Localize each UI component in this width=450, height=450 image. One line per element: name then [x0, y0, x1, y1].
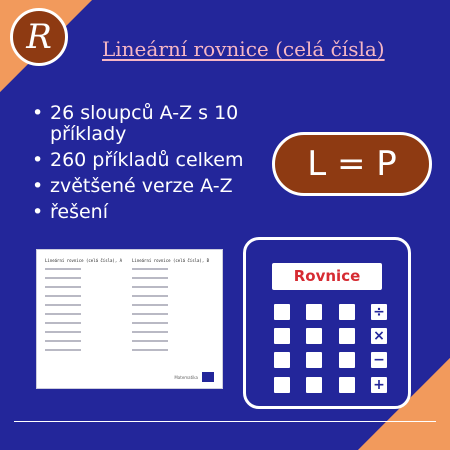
calculator-key — [306, 377, 322, 393]
bottom-divider — [14, 421, 436, 422]
divide-key-icon: ÷ — [371, 304, 387, 320]
brand-logo: R — [10, 8, 68, 66]
calculator-key — [339, 304, 355, 320]
calculator-key — [339, 352, 355, 368]
worksheet-left-column — [45, 268, 81, 358]
calculator-key — [274, 304, 290, 320]
calculator-key — [306, 304, 322, 320]
feature-item: • 260 příkladů celkem — [32, 150, 262, 171]
worksheet-right-column — [132, 268, 168, 358]
worksheet-logo-icon — [202, 372, 214, 382]
minus-key-icon: − — [371, 352, 387, 368]
page-title: Lineární rovnice (celá čísla) — [102, 37, 385, 61]
multiply-key-icon: × — [371, 328, 387, 344]
worksheet-right-title: Lineární rovnice (celá čísla), B — [132, 258, 210, 263]
feature-item: • 26 sloupců A-Z s 10 příklady — [32, 103, 262, 145]
worksheet-left-title: Lineární rovnice (celá čísla), A — [45, 258, 123, 263]
worksheet-footer: Matematika — [174, 375, 198, 380]
equation-badge: L = P — [272, 132, 432, 196]
calculator-key — [306, 328, 322, 344]
feature-list — [32, 103, 262, 228]
calculator-key — [274, 328, 290, 344]
calculator-key — [339, 328, 355, 344]
worksheet-preview — [36, 249, 223, 389]
calculator-key — [339, 377, 355, 393]
feature-item: • zvětšené verze A-Z — [32, 176, 262, 197]
calculator-illustration — [243, 237, 411, 409]
calculator-display: Rovnice — [272, 263, 382, 290]
calculator-key — [274, 352, 290, 368]
calculator-key — [306, 352, 322, 368]
plus-key-icon: + — [371, 377, 387, 393]
feature-item: • řešení — [32, 202, 262, 223]
calculator-key — [274, 377, 290, 393]
